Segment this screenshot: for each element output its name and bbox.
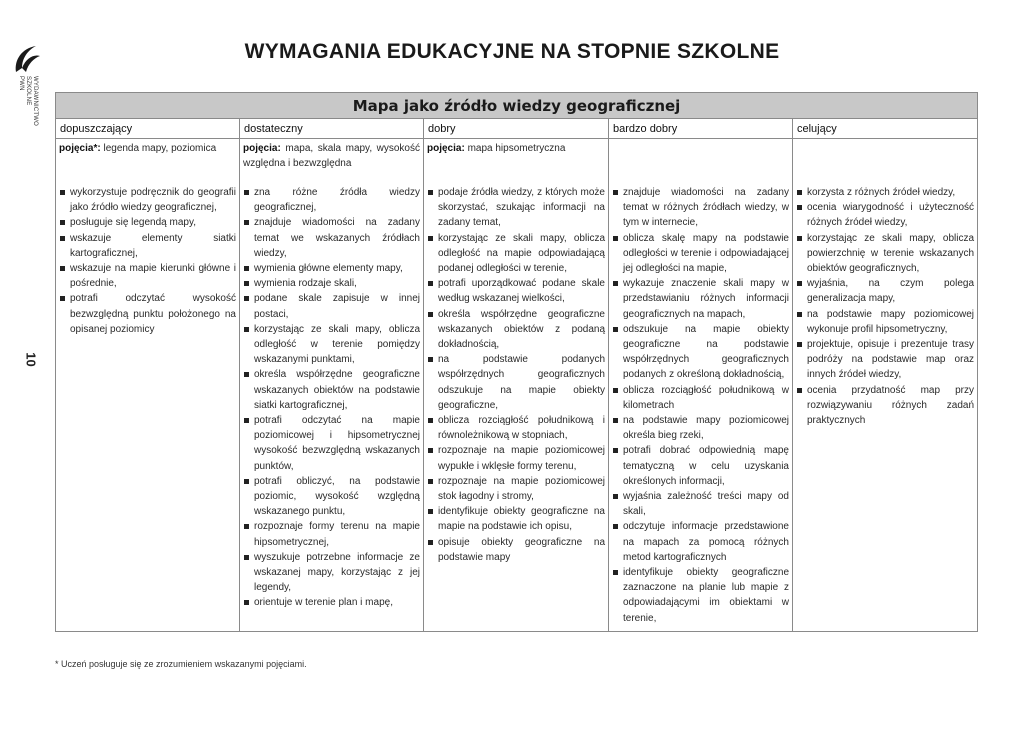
requirement-item: korzystając ze skali mapy, oblicza odległość na mapie odpowiadającą podanej odległości w terenie, (427, 231, 605, 277)
concepts-label: pojęcia*: (59, 143, 101, 154)
publisher-line: WYDAWNICTWO (32, 76, 38, 126)
requirement-item: na podstawie podanych współrzędnych geograficznych odszukuje na mapie obiekty geograficzne, (427, 352, 605, 413)
grade-column-cell (424, 139, 609, 632)
requirement-item: na podstawie mapy poziomicowej określa bieg rzeki, (612, 413, 789, 443)
requirement-item: rozpoznaje na mapie poziomicowej wypukłe i wklęsłe formy terenu, (427, 443, 605, 473)
concepts-text (612, 141, 789, 185)
requirement-item: na podstawie mapy poziomicowej wykonuje profil hipsometryczny, (796, 307, 974, 337)
requirement-item: oblicza rozciągłość południkową i równoleżnikową w stopniach, (427, 413, 605, 443)
page-title: WYMAGANIA EDUKACYJNE NA STOPNIE SZKOLNE (244, 40, 780, 63)
requirement-item: korzystając ze skali mapy, oblicza powierzchnię w terenie wskazanych obiektów geograficznych, (796, 231, 974, 277)
requirement-item: określa współrzędne geograficzne wskazanych obiektów z podaną dokładnością, (427, 307, 605, 353)
requirement-item: ocenia wiarygodność i użyteczność różnych źródeł wiedzy, (796, 200, 974, 230)
requirement-item: identyfikuje obiekty geograficzne zaznaczone na planie lub mapie z odpowiadającymi im obiektami w terenie, (612, 565, 789, 626)
requirement-item: orientuje w terenie plan i mapę, (243, 595, 420, 610)
requirement-item: znajduje wiadomości na zadany temat we wskazanych źródłach wiedzy, (243, 215, 420, 261)
requirement-item: oblicza rozciągłość południkową w kilometrach (612, 383, 789, 413)
requirement-list (796, 185, 974, 428)
publisher-line: SZKOLNE (25, 76, 31, 106)
grade-header: dobry (424, 119, 609, 139)
requirement-item: zna różne źródła wiedzy geograficznej, (243, 185, 420, 215)
grade-column-cell (793, 139, 978, 632)
requirement-item: znajduje wiadomości na zadany temat w różnych źródłach wiedzy, w tym w internecie, (612, 185, 789, 231)
footnote: * Uczeń posługuje się ze zrozumieniem wskazanymi pojęciami. (55, 659, 307, 669)
requirements-row (56, 139, 978, 632)
concepts-value: legenda mapy, poziomica (103, 143, 217, 154)
requirement-item: wykorzystuje podręcznik do geografii jako źródło wiedzy geograficznej, (59, 185, 236, 215)
concepts-text (796, 141, 974, 185)
requirement-item: potrafi uporządkować podane skale według wskazanej wielkości, (427, 276, 605, 306)
requirement-item: wykazuje znaczenie skali mapy w przedstawianiu różnych informacji geograficznych na mapach, (612, 276, 789, 322)
requirement-item: posługuje się legendą mapy, (59, 215, 236, 230)
concepts-text (59, 141, 236, 185)
publisher-line: PWN (18, 76, 24, 91)
grade-header: dostateczny (240, 119, 424, 139)
section-heading: Mapa jako źródło wiedzy geograficznej (56, 93, 978, 119)
page-number: 10 (23, 352, 39, 367)
requirement-item: projektuje, opisuje i prezentuje trasy podróży na podstawie map oraz innych źródeł wiedzy, (796, 337, 974, 383)
requirement-item: wskazuje na mapie kierunki główne i pośrednie, (59, 261, 236, 291)
requirement-item: wskazuje elementy siatki kartograficznej, (59, 231, 236, 261)
requirement-item: oblicza skalę mapy na podstawie odległości w terenie i odpowiadającej jej odległości na mapie, (612, 231, 789, 277)
requirement-item: korzystając ze skali mapy, oblicza odległość w terenie pomiędzy wskazanymi punktami, (243, 322, 420, 368)
requirement-item: podane skale zapisuje w innej postaci, (243, 291, 420, 321)
requirements-table (55, 92, 978, 632)
requirement-item: ocenia przydatność map przy rozwiązywaniu różnych zadań praktycznych (796, 383, 974, 429)
concepts-value: mapa, skala mapy, wysokość względna i bezwzględna (243, 143, 420, 170)
concepts-label: pojęcia: (427, 143, 465, 154)
requirement-item: potrafi dobrać odpowiednią mapę tematyczną w celu uzyskania określonych informacji, (612, 443, 789, 489)
requirement-item: potrafi obliczyć, na podstawie poziomic, wysokość względną wskazanego punktu, (243, 474, 420, 520)
concepts-text (243, 141, 420, 185)
requirement-item: opisuje obiekty geograficzne na podstawie mapy (427, 535, 605, 565)
requirement-list (243, 185, 420, 611)
concepts-label: pojęcia: (243, 143, 281, 154)
grade-column-cell (56, 139, 240, 632)
requirement-item: podaje źródła wiedzy, z których może skorzystać, szukając informacji na zadany temat, (427, 185, 605, 231)
requirement-item: odczytuje informacje przedstawione na mapach za pomocą różnych metod kartograficznych (612, 519, 789, 565)
requirement-item: wymienia rodzaje skali, (243, 276, 420, 291)
publisher-name (14, 76, 38, 136)
requirement-list (612, 185, 789, 626)
requirement-item: potrafi odczytać na mapie poziomicowej i hipsometrycznej wysokość bezwzględną wskazanych punktów, (243, 413, 420, 474)
concepts-value: mapa hipsometryczna (467, 143, 566, 154)
grade-column-cell (240, 139, 424, 632)
requirement-item: wyjaśnia zależność treści mapy od skali, (612, 489, 789, 519)
requirement-item: korzysta z różnych źródeł wiedzy, (796, 185, 974, 200)
grade-header: dopuszczający (56, 119, 240, 139)
requirement-item: potrafi odczytać wysokość bezwzględną punktu położonego na opisanej poziomicy (59, 291, 236, 337)
requirement-item: wyszukuje potrzebne informacje ze wskazanej mapy, korzystając z jej legendy, (243, 550, 420, 596)
requirement-item: rozpoznaje formy terenu na mapie hipsometrycznej, (243, 519, 420, 549)
requirement-item: określa współrzędne geograficzne wskazanych obiektów na podstawie siatki kartograficznej, (243, 367, 420, 413)
requirement-list (427, 185, 605, 565)
requirement-item: rozpoznaje na mapie poziomicowej stok łagodny i stromy, (427, 474, 605, 504)
grade-header: bardzo dobry (609, 119, 793, 139)
concepts-text (427, 141, 605, 185)
requirement-list (59, 185, 236, 337)
grade-header: celujący (793, 119, 978, 139)
requirement-item: wymienia główne elementy mapy, (243, 261, 420, 276)
requirement-item: identyfikuje obiekty geograficzne na mapie na podstawie ich opisu, (427, 504, 605, 534)
requirement-item: wyjaśnia, na czym polega generalizacja mapy, (796, 276, 974, 306)
requirement-item: odszukuje na mapie obiekty geograficzne na podstawie współrzędnych geograficznych podanych z określoną dokładnością, (612, 322, 789, 383)
grade-header-row (56, 119, 978, 139)
grade-column-cell (609, 139, 793, 632)
